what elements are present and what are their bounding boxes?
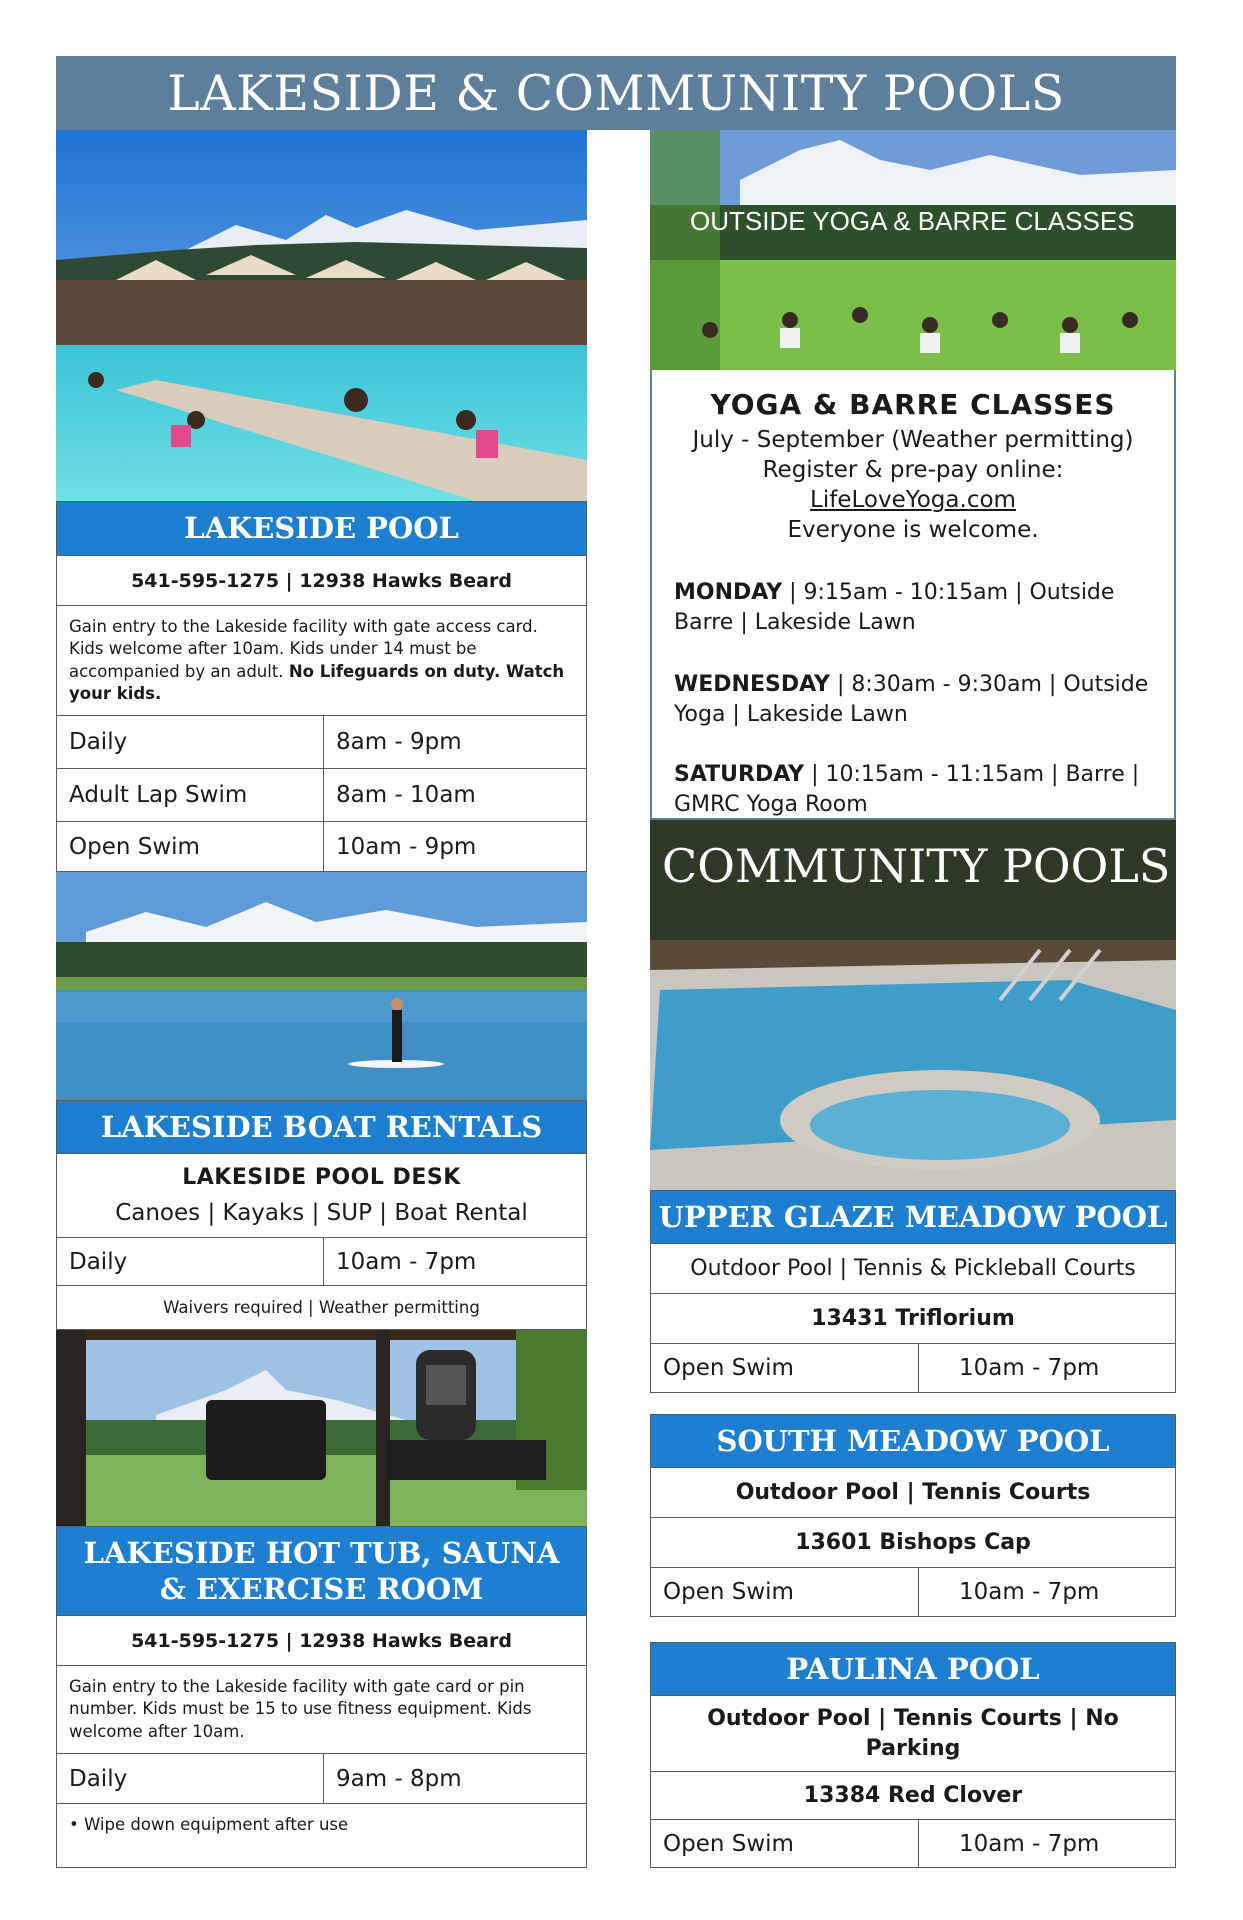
upper-glaze-hours-row (651, 1343, 1175, 1392)
hours-time: 10am - 7pm (959, 1830, 1100, 1857)
hours-time: 9am - 8pm (336, 1765, 462, 1792)
lakeside-pool-contact: 541-595-1275 | 12938 Hawks Beard (57, 555, 586, 605)
yoga-details: | 9:15am - 10:15am | Outside Barre | Lakeside Lawn (674, 580, 1115, 635)
lakeside-pool-info (57, 605, 586, 715)
hot-tub-info-text: Gain entry to the Lakeside facility with gate card or pin number. Kids must be 15 to use fitness equipment. Kids welcome after 10am. (69, 1677, 532, 1741)
yoga-details: | 10:15am - 11:15am | Barre | GMRC Yoga Room (674, 762, 1140, 817)
lakeside-pool-info-warning: No Lifeguards on duty. Watch your kids. (69, 661, 565, 703)
yoga-season: July - September (Weather permitting) (692, 427, 1134, 453)
hours-time: 10am - 9pm (336, 834, 477, 860)
upper-glaze-address: 13431 Triflorium (651, 1293, 1175, 1343)
page-banner: LAKESIDE & COMMUNITY POOLS (56, 56, 1176, 130)
hours-label: Open Swim (651, 1344, 919, 1392)
hours-time: 10am - 7pm (336, 1248, 477, 1275)
hours-label: Open Swim (651, 1820, 919, 1867)
hours-label: Daily (57, 1238, 324, 1285)
yoga-day: MONDAY (674, 580, 783, 605)
yoga-schedule-item (674, 670, 1154, 730)
hours-label: Daily (57, 716, 324, 768)
lakeside-pool-info-text: Gain entry to the Lakeside facility with gate access card. Kids welcome after 10am. Kids under 14 must be accompanied by an adult. (69, 616, 538, 681)
boat-rentals-desk: LAKESIDE POOL DESK (182, 1165, 461, 1190)
boat-rentals-note: Waivers required | Weather permitting (57, 1285, 586, 1329)
yoga-details: | 8:30am - 9:30am | Outside Yoga | Lakeside Lawn (674, 672, 1149, 727)
yoga-schedule-item (674, 760, 1154, 820)
yoga-day: WEDNESDAY (674, 672, 830, 697)
lakeside-pool-hours-row (57, 768, 586, 821)
yoga-classes-card (650, 370, 1176, 820)
paulina-address: 13384 Red Clover (651, 1771, 1175, 1819)
hot-tub-title-line2: & EXERCISE ROOM (159, 1572, 484, 1606)
lakeside-pool-card (56, 501, 587, 872)
hours-label: Daily (57, 1754, 324, 1803)
community-pools-caption: COMMUNITY POOLS (662, 839, 1171, 893)
south-meadow-features: Outdoor Pool | Tennis Courts (651, 1467, 1175, 1517)
paulina-card (650, 1642, 1176, 1868)
boat-rentals-title: LAKESIDE BOAT RENTALS (57, 1101, 586, 1153)
hot-tub-title (57, 1527, 586, 1615)
hours-time: 10am - 7pm (959, 1355, 1100, 1381)
yoga-schedule-item (674, 578, 1154, 638)
boat-rentals-items: Canoes | Kayaks | SUP | Boat Rental (115, 1200, 528, 1226)
upper-glaze-card (650, 1190, 1176, 1393)
boat-rentals-details (57, 1153, 586, 1237)
yoga-title: YOGA & BARRE CLASSES (710, 388, 1116, 421)
yoga-day: SATURDAY (674, 762, 805, 787)
hours-label: Open Swim (651, 1568, 919, 1616)
hot-tub-card (56, 1526, 587, 1868)
hot-tub-contact: 541-595-1275 | 12938 Hawks Beard (57, 1615, 586, 1665)
south-meadow-title: SOUTH MEADOW POOL (651, 1415, 1175, 1467)
south-meadow-address: 13601 Bishops Cap (651, 1517, 1175, 1567)
lakeside-pool-hours-row (57, 715, 586, 768)
yoga-link[interactable]: LifeLoveYoga.com (810, 487, 1016, 513)
paulina-features: Outdoor Pool | Tennis Courts | No Parking (651, 1695, 1175, 1771)
hot-tub-note-text: • Wipe down equipment after use (69, 1815, 349, 1834)
hours-label: Open Swim (57, 822, 324, 872)
exercise-room-photo (56, 1330, 587, 1526)
community-pools-photo (650, 820, 1176, 1190)
yoga-photo-caption: OUTSIDE YOGA & BARRE CLASSES (690, 206, 1135, 236)
paulina-hours-row (651, 1819, 1175, 1867)
boat-rentals-hours-row (57, 1237, 586, 1285)
hot-tub-hours-row (57, 1753, 586, 1803)
hours-label: Adult Lap Swim (57, 769, 324, 821)
hours-time: 10am - 7pm (959, 1579, 1100, 1605)
lakeside-pool-photo (56, 130, 587, 501)
hot-tub-title-line1: LAKESIDE HOT TUB, SAUNA (83, 1535, 560, 1570)
yoga-welcome: Everyone is welcome. (787, 517, 1039, 543)
yoga-register: Register & pre-pay online: (762, 457, 1064, 483)
paulina-title: PAULINA POOL (651, 1643, 1175, 1695)
hot-tub-info (57, 1665, 586, 1753)
hours-time: 8am - 10am (336, 782, 476, 808)
hours-time: 8am - 9pm (336, 729, 462, 755)
yoga-photo (650, 130, 1176, 370)
lakeside-pool-title: LAKESIDE POOL (57, 502, 586, 555)
lakeside-pool-hours-row (57, 821, 586, 872)
paddleboard-photo (56, 872, 587, 1100)
upper-glaze-title: UPPER GLAZE MEADOW POOL (651, 1191, 1175, 1243)
hot-tub-note (57, 1803, 586, 1867)
south-meadow-hours-row (651, 1567, 1175, 1616)
upper-glaze-features: Outdoor Pool | Tennis & Pickleball Courts (651, 1243, 1175, 1293)
south-meadow-card (650, 1414, 1176, 1617)
boat-rentals-card (56, 1100, 587, 1330)
